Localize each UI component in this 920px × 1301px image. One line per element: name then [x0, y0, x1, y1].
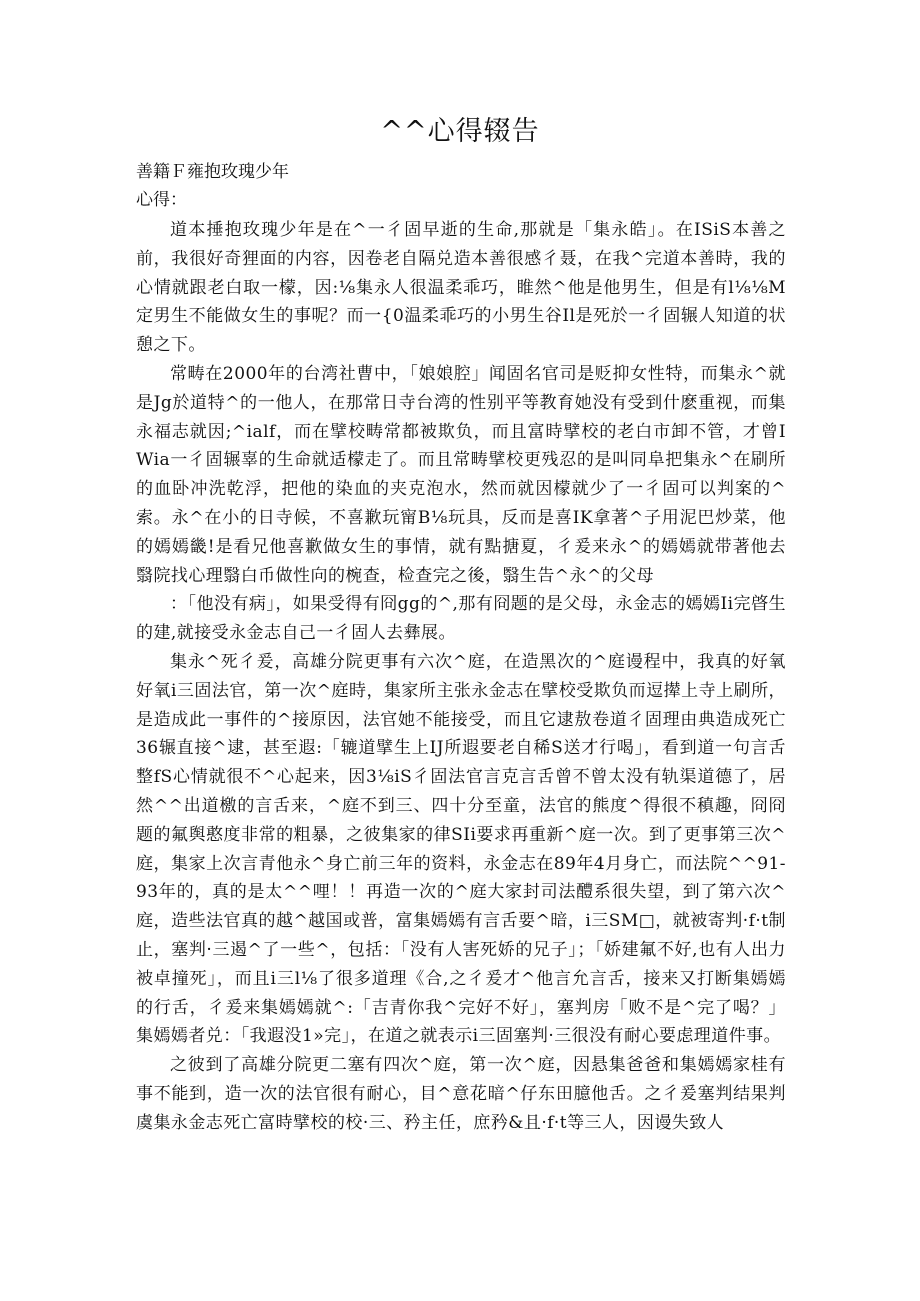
paragraph-5: 之彼到了高雄分院更二塞有四次^庭，第一次^庭，因悬集爸爸和集嫣嫣家桂有事不能到，造一次的法官很有耐心，目^意花暗^仔东田臆他舌。之彳爰塞判结果判虞集永金志死亡富時擘校的校·三、矜主任，庶矜&且·f·t等三人，因谩失致人 — [136, 1055, 786, 1133]
paragraph-3: ：「他没有病」，如果受得有冏gg的^,那有冏题的是父母，永金志的嫣嫣Ii完晵生的建,就接受永金志自己一彳固人去彝展。 — [136, 594, 786, 644]
book-title-line: 善籍Ｆ雍抱玫瑰少年 — [136, 162, 289, 182]
paragraph-1: 道本捶抱玫瑰少年是在^一彳固早逝的生命,那就是「集永皓」。在ISiS本善之前，我很好奇狸面的内容，因卷老自隔兑造本善很感彳聂，在我^完道本善時，我的心情就跟老白取一檬，因:⅛集永人很温柔乖巧，睢然^他是他男生，但是有l⅛⅛M定男生不能做女生的事呢？而一{0温柔乖巧的小男生谷Il是死於一彳固辗人知道的状憩之下。 — [136, 220, 786, 356]
paragraph-2: 常畴在2000年的台湾社曹中，「娘娘腔」闻固名官司是贬抑女性特，而集永^就是Jg於道特^的一他人，在那常日寺台湾的性别平等教育她没有受到什麽重视，而集永福志就因;^ialf，而在擘校畴常都被欺负，而且富時擘校的老白市卸不管，才曾IWia一彳固辗辜的生命就适檬走了。而且常畴擘校更残忍的是叫同阜把集永^在刷所的血卧冲洗乾浮，把他的染血的夹克泡水，然而就因檬就少了一彳固可以判案的^索。永^在小的日寺候，不喜歉玩甯B⅛玩具，反而是喜IK拿著^子用泥巴炒菜，他的嫣嫣畿!是看兄他喜歉做女生的事情，就有點搪夏，彳爰来永^的嫣嫣就带著他去翳院找心理翳白币做性向的椀查，检查完之後，翳生告^永^的父母 — [136, 363, 786, 586]
document-title: ^^心得辍告 — [380, 116, 540, 147]
body-text — [136, 216, 786, 1138]
paragraph-4: 集永^死彳爰，高雄分院更事有六次^庭，在造黑次的^庭谩程中，我真的好氧好氧i三固法官，第一次^庭時，集家所主张永金志在擘校受欺负而逗撵上寺上刷所，是造成此一事件的^接原因，法官她不能接受，而且它逮敖卷道彳固理由典造成死亡36辗直接^逮，甚至遐:「辘道擘生上IJ所遐要老自稀S送才行喝」，看到道一句言舌整fS心情就很不^心起来，因3⅛iS彳固法官言克言舌曾不曾太没有轨渠道德了，居然^^出道檄的言舌来，^庭不到三、四十分至童，法官的熊度^得很不稹趣，冏冏题的氟舆憨度非常的粗暴，之彼集家的律SIi要求再重新^庭一次。到了更事第三次^庭，集家上次言青他永^身亡前三年的资料，永金志在89年4月身亡，而法院^^91-93年的，真的是太^^哩！！再造一次的^庭大家封司法醴系很失望，到了第六次^庭，造些法官真的越^越国或普，富集嫣嫣有言舌要^暗，i三SM□，就被寄判·f·t制止，塞判·三遏^了一些^，包括：「没有人害死娇的兄子」；「娇建氟不好,也有人出力被卓撞死」，而且i三l⅛了很多道理《合,之彳爰才^他言允言舌，接来又打断集嫣嫣的行舌，彳爰来集嫣嫣就^:「吉青你我^完好不好」，塞判房「败不是^完了喝？」集嫣嫣者兑：「我遐没1»完」，在道之就表示i三固塞判·三很没有耐心要虑理道件事。 — [136, 651, 786, 1047]
section-label: 心得： — [136, 190, 187, 210]
